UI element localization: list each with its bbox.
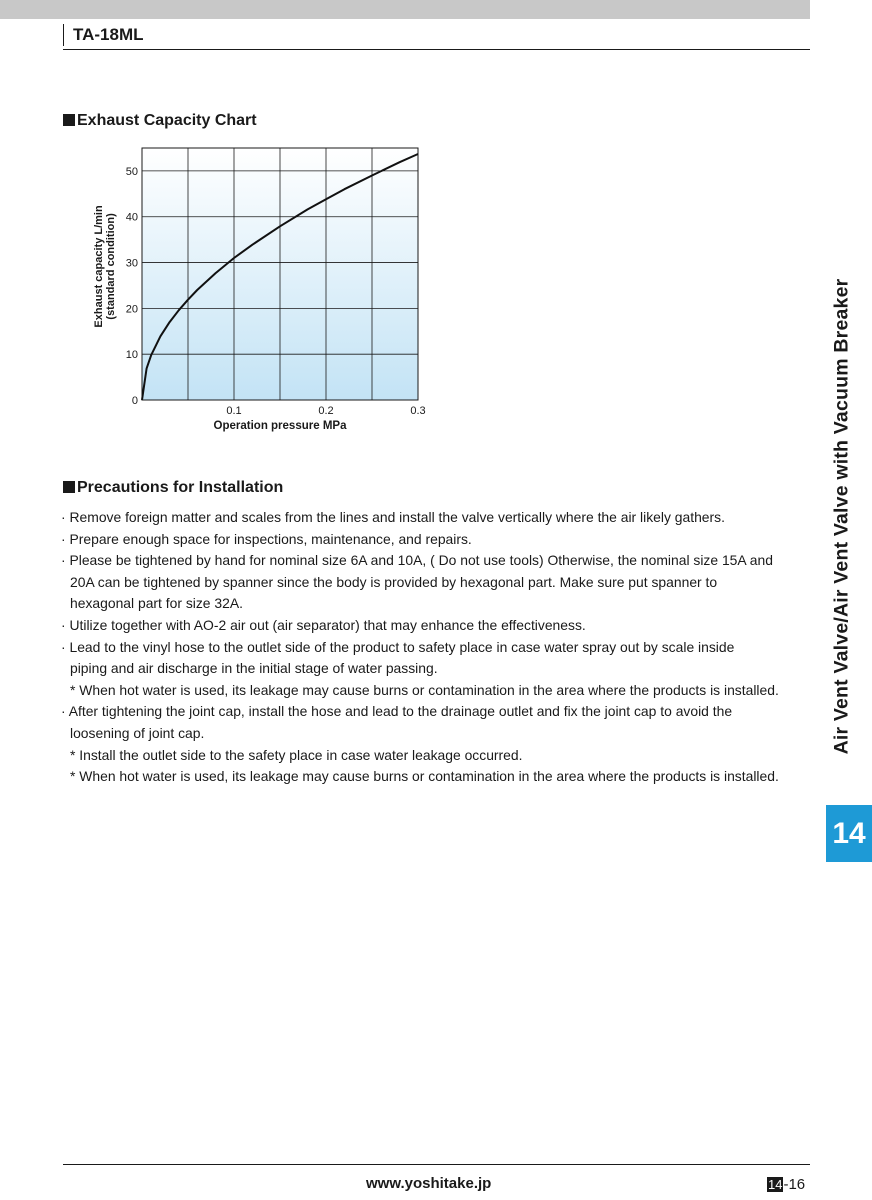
y-tick-label: 30 <box>125 257 138 270</box>
square-bullet-icon <box>63 481 75 493</box>
precaution-line: piping and air discharge in the initial stage of water passing. <box>70 660 438 677</box>
precaution-line: * Install the outlet side to the safety place in case water leakage occurred. <box>70 746 523 763</box>
precaution-line: loosening of joint cap. <box>70 724 205 741</box>
install-section-heading <box>63 478 283 498</box>
y-tick-label: 40 <box>125 211 138 224</box>
square-bullet-icon <box>63 114 75 126</box>
x-tick-label: 0.1 <box>226 405 242 417</box>
page-chapter-badge: 14 <box>768 1177 783 1192</box>
y-axis-title-line1: Exhaust capacity L/min <box>93 205 105 328</box>
header-bar <box>0 0 810 19</box>
precaution-line: 20A can be tightened by spanner since the body is provided by hexagonal part. Make sure put spanner to <box>70 573 718 590</box>
y-tick-label: 10 <box>125 349 138 362</box>
footer-divider <box>63 1164 810 1165</box>
chart-section-heading <box>63 111 257 131</box>
y-axis-title-line2: (standard condition) <box>105 213 117 320</box>
precaution-line: * When hot water is used, its leakage may cause burns or contamination in the area where the products is installed. <box>70 681 779 698</box>
chart-heading-text: Exhaust Capacity Chart <box>77 112 257 129</box>
header-divider <box>63 49 810 50</box>
footer-website: www.yoshitake.jp <box>366 1175 492 1192</box>
x-axis-title: Operation pressure MPa <box>213 420 347 432</box>
y-tick-label: 0 <box>131 395 138 407</box>
page-suffix: -16 <box>783 1176 806 1193</box>
y-tick-label: 50 <box>125 165 138 178</box>
page-number <box>767 1175 805 1194</box>
model-title: TA-18ML <box>63 24 144 46</box>
precaution-line: · Prepare enough space for inspections, maintenance, and repairs. <box>61 530 472 547</box>
chapter-tab: 14 <box>826 805 872 862</box>
side-tab-title-text: Air Vent Valve/Air Vent Valve with Vacuum Breaker <box>830 278 853 754</box>
x-tick-label: 0.3 <box>410 405 426 417</box>
exhaust-capacity-chart <box>80 140 450 440</box>
side-tab-title <box>826 230 858 802</box>
y-tick-label: 20 <box>125 303 138 316</box>
precaution-line: · After tightening the joint cap, install the hose and lead to the drainage outlet and fix the joint cap to avoid the <box>61 703 733 720</box>
precaution-line: · Please be tightened by hand for nominal size 6A and 10A, ( Do not use tools) Otherwise, the nominal size 15A and <box>61 552 773 569</box>
precaution-line: · Utilize together with AO-2 air out (air separator) that may enhance the effectiveness. <box>61 616 586 633</box>
precaution-line: * When hot water is used, its leakage may cause burns or contamination in the area where the products is installed. <box>70 768 779 785</box>
install-heading-text: Precautions for Installation <box>77 479 284 496</box>
precaution-line: · Lead to the vinyl hose to the outlet side of the product to safety place in case water spray out by scale inside <box>61 638 735 655</box>
precautions-list <box>61 507 821 788</box>
precaution-line: · Remove foreign matter and scales from the lines and install the valve vertically where the air likely gathers. <box>61 509 725 525</box>
precaution-line: hexagonal part for size 32A. <box>70 595 243 612</box>
x-tick-label: 0.2 <box>318 405 334 417</box>
